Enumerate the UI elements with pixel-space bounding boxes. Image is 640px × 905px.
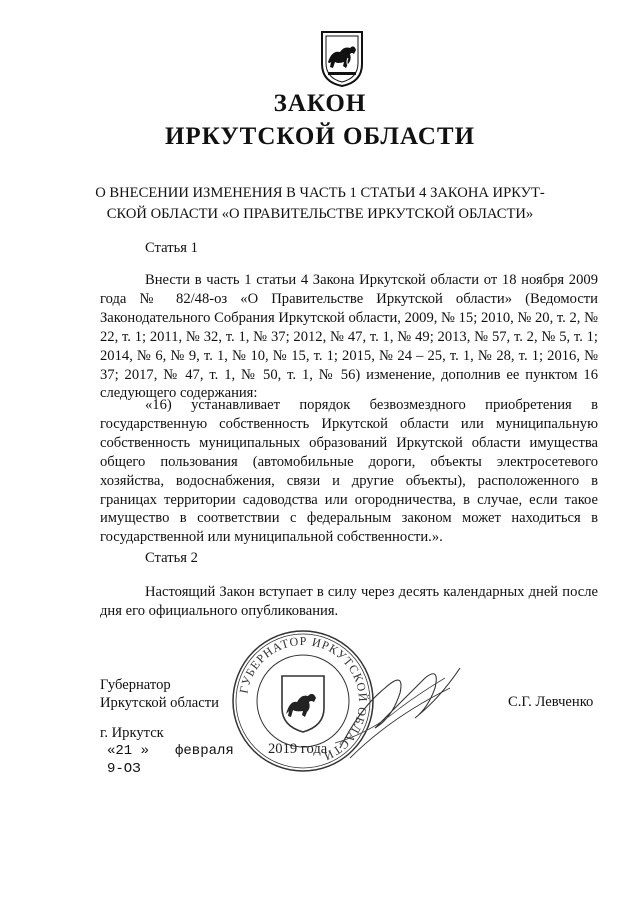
law-region-title: ИРКУТСКОЙ ОБЛАСТИ [164,123,476,150]
irkutsk-coat-of-arms-icon [318,28,366,88]
law-title: ЗАКОН [273,90,367,117]
article2-heading: Статья 2 [145,550,198,566]
handwritten-signature [330,648,470,768]
law-number: 9-ОЗ [107,761,141,777]
stamp-text: ГУБЕРНАТОР ИРКУТСКОЙ ОБЛАСТИ [236,633,371,764]
subtitle-line2: СКОЙ ОБЛАСТИ «О ПРАВИТЕЛЬСТВЕ ИРКУТСКОЙ ОБЛАСТИ» [106,206,534,222]
signatory-role [100,676,219,712]
date-year: 2019 года [268,741,328,757]
date-month: февраля [175,743,234,759]
article1-paragraph2: «16) устанавливает порядок безвозмездного приобретения в государственную собственность Иркутской области или муниципальную собственность муниципальных образований Иркутской области имущества общего пользования (автомобильные дороги, объекты электросетевого хозяйства, водоснабжения, связи и другие объекты), расположенного в границах территории садоводства или огородничества, в случае, если такое имущество в соответствии с федеральным законом может находиться в государственной или муниципальной собственности.». [100,397,598,546]
subtitle-line1: О ВНЕСЕНИИ ИЗМЕНЕНИЯ В ЧАСТЬ 1 СТАТЬИ 4 ЗАКОНА ИРКУТ- [95,185,545,201]
signatory-name: С.Г. Левченко [508,694,594,710]
article2-paragraph: Настоящий Закон вступает в силу через десять календарных дней после дня его официального опубликования. [100,584,598,619]
signatory-role-line2: Иркутской области [100,695,219,711]
signatory-role-line1: Губернатор [100,677,171,693]
article1-heading: Статья 1 [145,240,198,256]
date-day: «21 » [107,743,150,759]
city: г. Иркутск [100,725,164,741]
article1-paragraph1: Внести в часть 1 статьи 4 Закона Иркутской области от 18 ноября 2009 года № 82/48-оз «О Правительстве Иркутской области» (Ведомости Законодательного Собрания Иркутской области, 2009, № 15; 2010, № 20, т. 2, № 22, т. 1; 2011, № 32, т. 1, № 37; 2012, № 47, т. 1, № 49; 2013, № 57, т. 2, № 5, т. 1; 2014, № 6, № 9, т. 1, № 10, № 15, т. 1; 2015, № 24 – 25, т. 1, № 28, т. 1; 2016, № 37; 2017, № 47, т. 1, № 50, т. 1, № 56) изменение, дополнив ее пунктом 16 следующего содержания: [100,272,598,402]
law-subtitle [0,183,640,225]
